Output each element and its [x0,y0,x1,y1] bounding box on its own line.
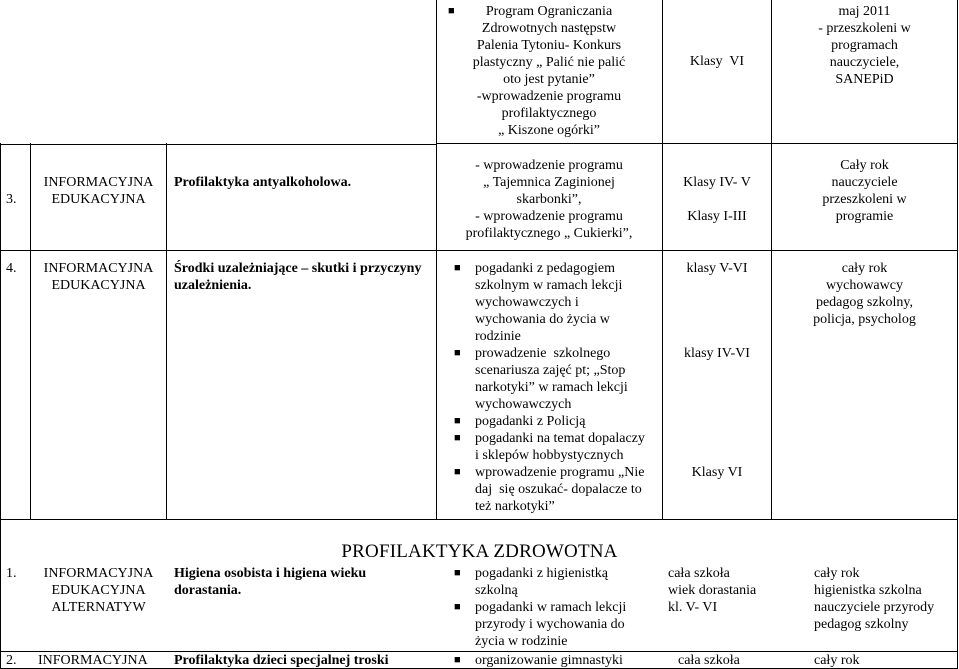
grid-line [166,143,167,520]
text-line: daj się oszukać- dopalacze to [475,482,642,497]
row4-topic [174,260,436,294]
text-line: kl. V- VI [668,600,718,615]
list-item [454,345,662,413]
activity-list [454,565,662,650]
row-h1-notes [814,565,957,633]
row-h1-number: 1. [6,566,17,581]
activity-list [454,260,662,515]
text-line: Klasy IV- V [683,175,751,190]
square-bullet-icon: ■ [448,5,455,17]
row-h2-notes: cały rok [814,653,860,668]
text-line: programie [835,209,894,224]
row4-activity [454,260,662,515]
grid-line [0,143,1,669]
square-bullet-icon: ■ [454,415,461,427]
text-line: życia w rodzinie [475,634,568,649]
text-line: Cały rok [840,158,889,173]
text-line: rodzinie [475,329,521,344]
square-bullet-icon: ■ [454,567,461,579]
text-line: maj 2011 [838,4,891,19]
row-h2-area: INFORMACYJNA [38,653,148,668]
list-item [454,413,662,430]
text-line: szkolną [475,583,518,598]
text-line: nauczyciele, [829,55,900,70]
grid-line [957,143,958,669]
row4-notes [772,260,957,328]
text-line: wprowadzenie programu „Nie [475,465,645,480]
square-bullet-icon: ■ [454,654,461,666]
text-line: Zdrowotnych następstw [481,21,617,36]
text-line: szkolnym w ramach lekcji [475,278,623,293]
text-line: Środki uzależniające – skutki i przyczyny [174,261,422,276]
text-line: dorastania. [174,583,242,598]
square-bullet-icon: ■ [454,601,461,613]
text-line: przyrody i wychowania do [475,617,625,632]
text-line: pogadanki na temat dopalaczy [475,431,645,446]
text-line: INFORMACYJNA [43,175,154,190]
square-bullet-icon: ■ [454,432,461,444]
row3-activity [438,157,660,242]
grid-line [957,0,958,144]
text-line: profilaktycznego [501,106,597,121]
text-line: pogadanki z pedagogiem [475,261,615,276]
text-line: pogadanki z Policją [475,414,586,429]
text-line: SANEPiD [835,72,894,87]
list-item [454,599,662,650]
text-line: -wprowadzenie programu [476,89,622,104]
row4-area [31,260,166,294]
text-line: scenariusza zajęć pt; „Stop [475,363,626,378]
row-h2-activity: organizowanie gimnastyki [475,653,623,668]
row-h1-topic [174,565,436,599]
text-line: programach [831,38,898,53]
text-line: plastyczny „ Palić nie palić [472,55,626,70]
text-line: INFORMACYJNA [43,261,154,276]
text-line: EDUKACYJNA [51,278,146,293]
grid-line [436,0,437,144]
text-line: higienistka szkolna [814,583,922,598]
row-h2-classes: cała szkoła [678,653,740,668]
text-line: cała szkoła [668,566,730,581]
row3-topic: Profilaktyka antyalkoholowa. [174,175,352,190]
text-line: pogadanki w ramach lekcji [475,600,627,615]
text-line: pedagog szkolny [814,617,909,632]
grid-line [0,519,958,520]
list-item [454,430,662,464]
text-line: cały rok [814,566,860,581]
text-line: - wprowadzenie programu [475,158,623,173]
text-line: przeszkoleni w [822,192,907,207]
top-row-activity [438,3,660,139]
row-h1-area [31,565,166,616]
row-h1-activity [454,565,662,650]
row-h2-topic: Profilaktyka dzieci specjalnej troski [174,653,389,668]
text-line: wiek dorastania [668,583,757,598]
row4-class-2: klasy IV-VI [684,346,750,361]
row4-class-3: Klasy VI [691,465,743,480]
list-item [454,464,662,515]
text-line: EDUKACYJNA [51,583,146,598]
text-line: EDUKACYJNA [51,192,146,207]
text-line: pogadanki z higienistką [475,566,608,581]
text-line: „ Kiszone ogórki” [498,123,600,138]
text-line: policja, psycholog [813,312,916,327]
row3-notes [772,157,957,225]
square-bullet-icon: ■ [454,262,461,274]
grid-line [436,143,958,144]
text-line: prowadzenie szkolnego [475,346,611,361]
text-line: wychowania do życia w [475,312,610,327]
row4-class-1: klasy V-VI [686,261,748,276]
square-bullet-icon: ■ [454,466,461,478]
text-line: nauczyciele [831,175,898,190]
text-line: oto jest pytanie” [503,72,595,87]
text-line: - przeszkoleni w [818,21,911,36]
text-line: „ Tajemnica Zaginionej [483,175,615,190]
text-line: skarbonki”, [516,192,582,207]
text-line: pedagog szkolny, [815,295,914,310]
row-h1-classes [668,565,772,616]
top-row-notes [772,3,957,88]
top-row-classes: Klasy VI [689,54,745,69]
grid-line [662,0,663,144]
text-line: profilaktycznego „ Cukierki”, [465,226,633,241]
text-line: Klasy I-III [687,209,747,224]
list-item [454,565,662,599]
text-line: też narkotyki” [475,499,555,514]
row3-classes [663,174,771,225]
text-line: Higiena osobista i higiena wieku [174,566,367,581]
grid-line [436,143,437,520]
text-line: wychowawczych [475,397,572,412]
text-line: uzależnienia. [174,278,252,293]
text-line: ALTERNATYW [51,600,146,615]
row3-number: 3. [6,192,17,207]
section-heading: PROFILAKTYKA ZDROWOTNA [341,541,618,562]
row3-area [31,174,166,208]
square-bullet-icon: ■ [454,347,461,359]
text-line: wychowawcy [826,278,903,293]
text-line: Palenia Tytoniu- Konkurs [476,38,622,53]
text-line: wychowawczych i [475,295,579,310]
text-line: i sklepów hobbystycznych [475,448,624,463]
row-h2-number: 2. [6,653,17,668]
grid-line [0,250,958,251]
text-line: INFORMACYJNA [43,566,154,581]
text-line: Program Ograniczania [485,4,613,19]
text-line: cały rok [841,261,888,276]
list-item [454,260,662,345]
row4-number: 4. [6,261,17,276]
text-line: nauczyciele przyrody [814,600,935,615]
text-line: narkotyki” w ramach lekcji [475,380,628,395]
text-line: - wprowadzenie programu [475,209,623,224]
grid-line [0,144,437,145]
